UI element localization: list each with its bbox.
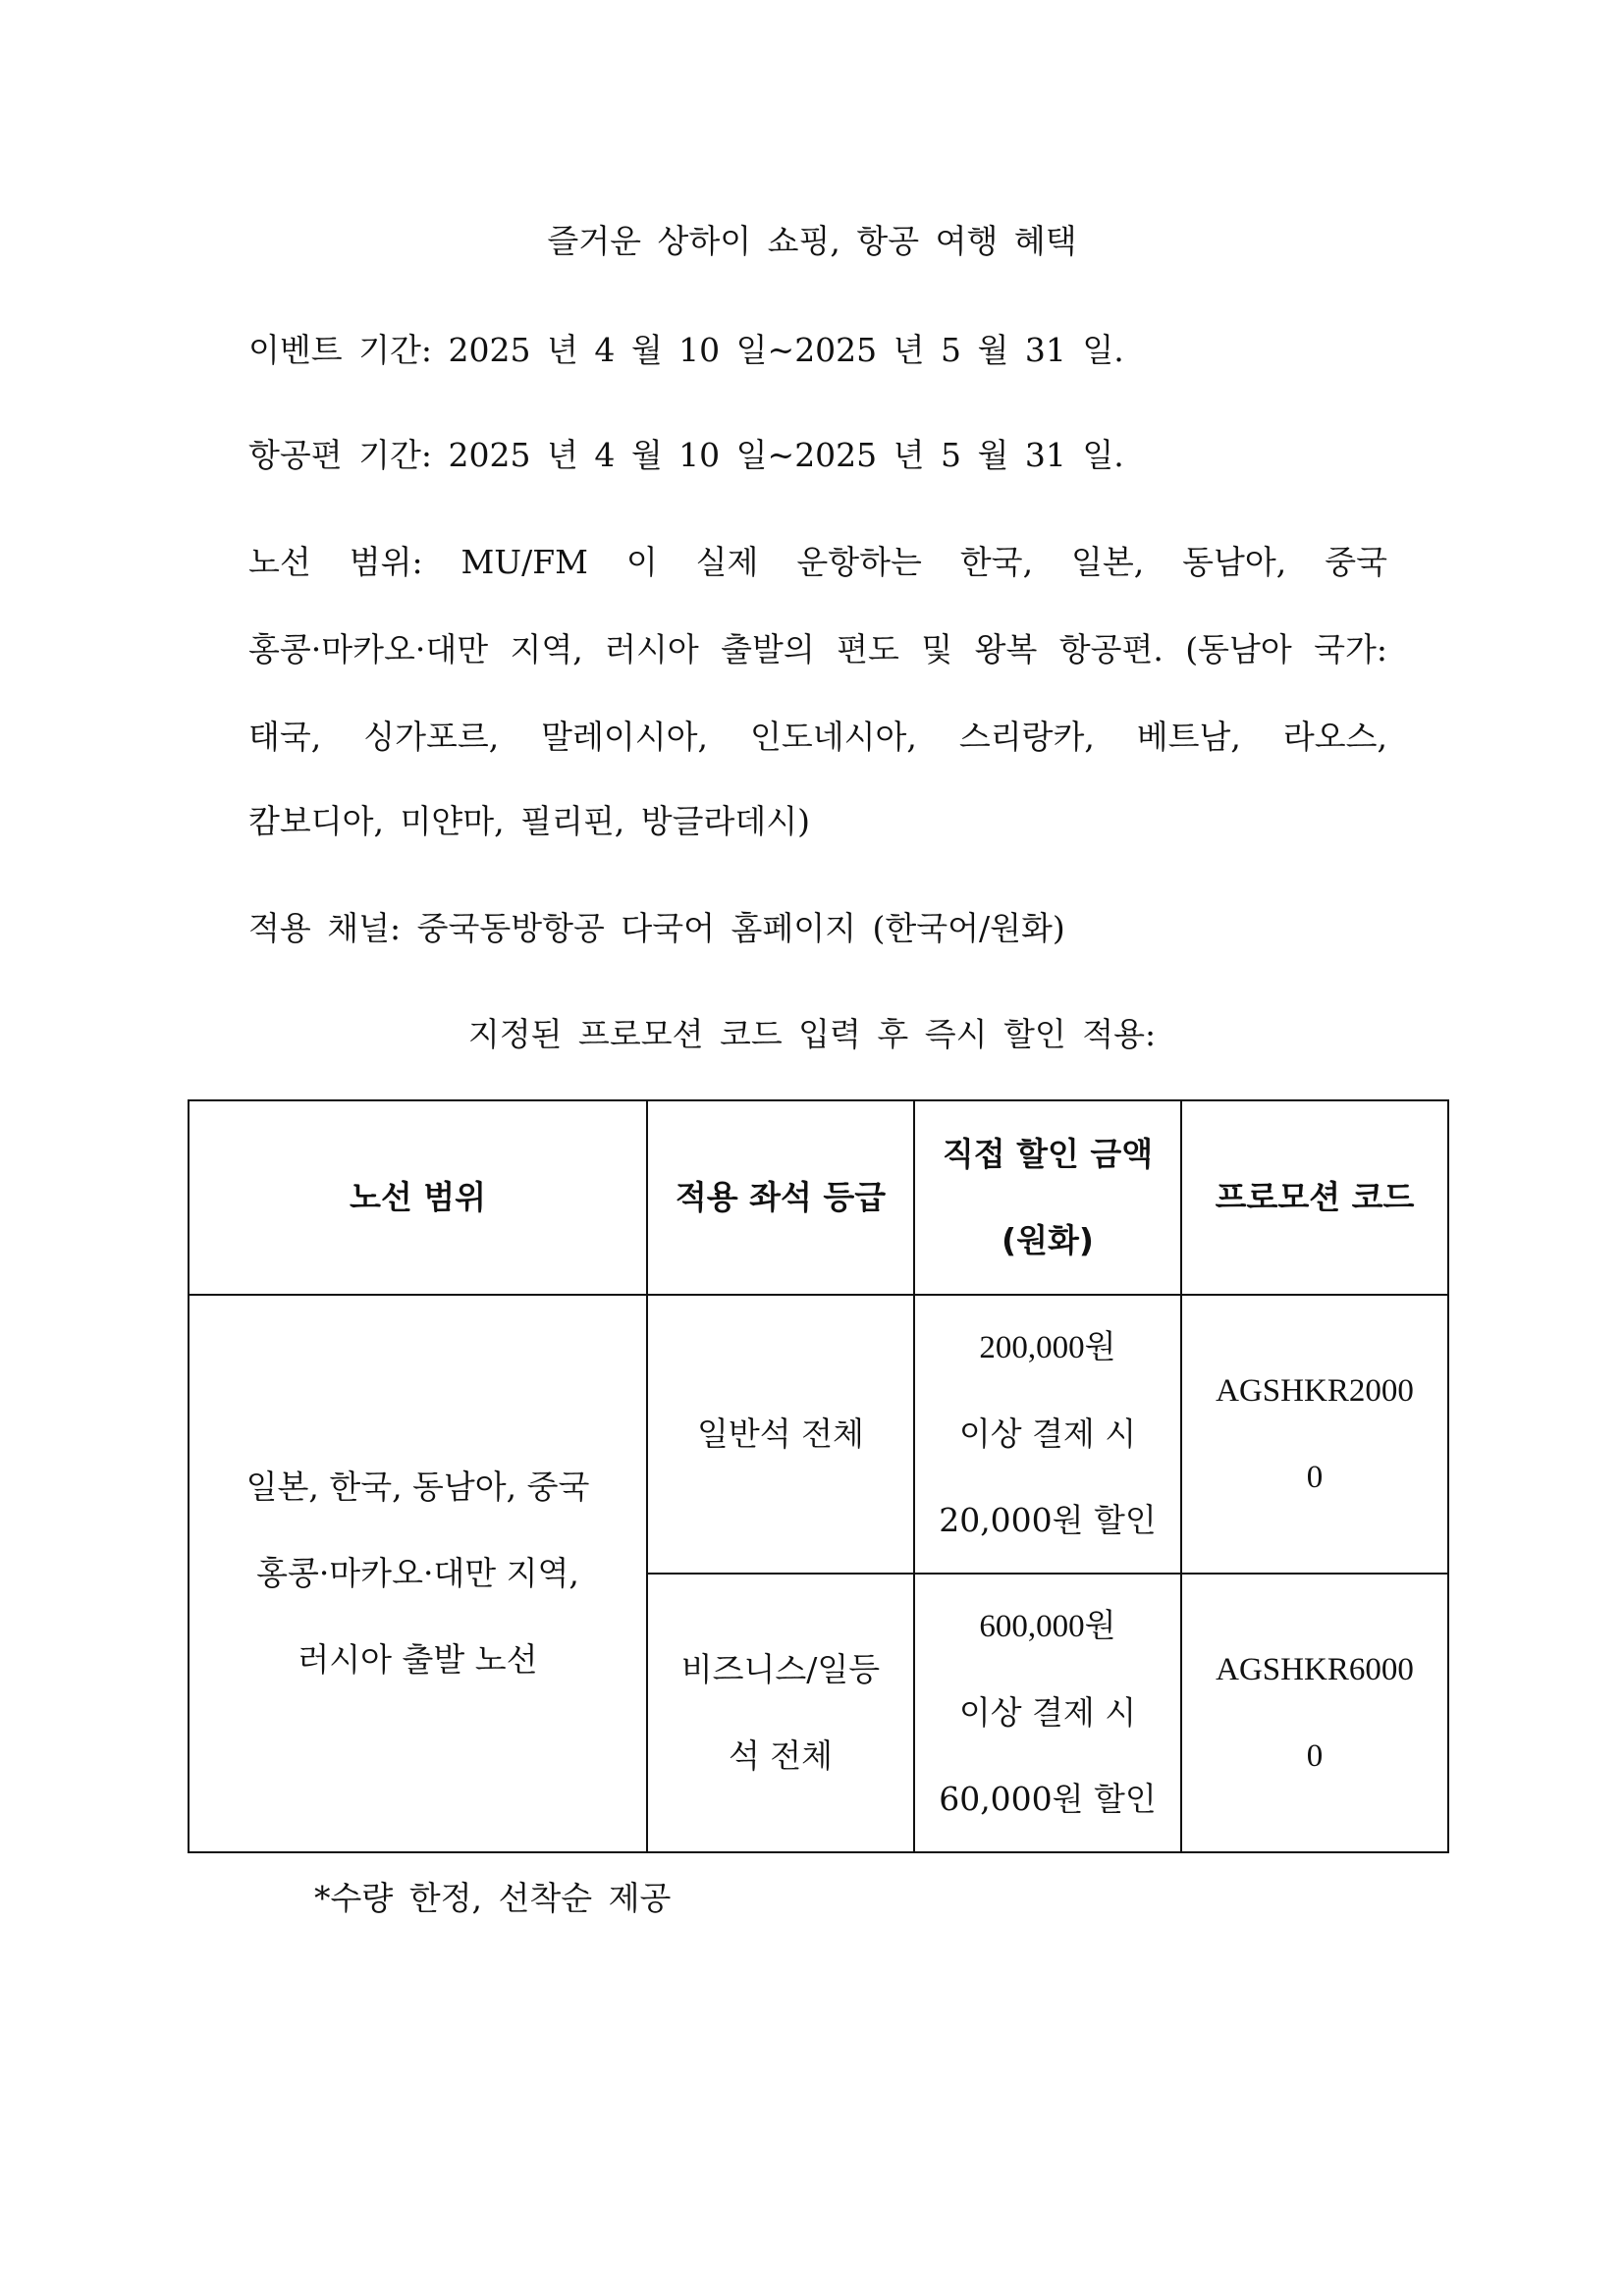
discount-cell bbox=[914, 1295, 1181, 1574]
header-discount bbox=[914, 1100, 1181, 1295]
header-discount-line-2: (원화) bbox=[1001, 1221, 1094, 1259]
discount-line-2: 이상 결제 시 bbox=[958, 1415, 1137, 1453]
discount-line-1: 200,000원 bbox=[979, 1330, 1116, 1365]
discount-line-3: 20,000원 할인 bbox=[939, 1501, 1157, 1539]
seat-class-line-1: 일반석 전체 bbox=[697, 1415, 864, 1453]
table-header-row bbox=[189, 1100, 1448, 1295]
route-cell-line-2: 홍콩·마카오·대만 지역, bbox=[256, 1554, 579, 1592]
applicable-channel: 적용 채널: 중국동방항공 다국어 홈페이지 (한국어/원화) bbox=[248, 909, 1065, 947]
route-scope-line-4: 캄보디아, 미얀마, 필리핀, 방글라데시) bbox=[248, 802, 810, 840]
promotion-table bbox=[188, 1099, 1449, 1853]
flight-period: 항공편 기간: 2025 년 4 월 10 일~2025 년 5 월 31 일. bbox=[248, 436, 1124, 474]
footnote: *수량 한정, 선착순 제공 bbox=[314, 1879, 672, 1917]
route-cell-line-1: 일본, 한국, 동남아, 중국 bbox=[245, 1468, 590, 1506]
promo-code-line-2: 0 bbox=[1306, 1460, 1324, 1495]
seat-class-line-1: 비즈니스/일등 bbox=[680, 1650, 881, 1688]
seat-class-cell bbox=[647, 1295, 914, 1574]
route-scope-line-2: 홍콩·마카오·대만 지역, 러시아 출발의 편도 및 왕복 항공편. (동남아 국가: bbox=[248, 630, 1387, 668]
header-code: 프로모션 코드 bbox=[1181, 1100, 1448, 1295]
discount-cell bbox=[914, 1574, 1181, 1852]
header-route: 노선 범위 bbox=[189, 1100, 647, 1295]
promo-instruction: 지정된 프로모션 코드 입력 후 즉시 할인 적용: bbox=[467, 1015, 1157, 1053]
seat-class-cell bbox=[647, 1574, 914, 1852]
promo-code-cell bbox=[1181, 1574, 1448, 1852]
route-scope-line-1: 노선 범위: MU/FM 이 실제 운항하는 한국, 일본, 동남아, 중국 bbox=[248, 543, 1387, 581]
promo-code-line-1: AGSHKR6000 bbox=[1216, 1652, 1414, 1687]
table-row bbox=[189, 1295, 1448, 1574]
route-scope-line-3: 태국, 싱가포르, 말레이시아, 인도네시아, 스리랑카, 베트남, 라오스, bbox=[248, 718, 1387, 756]
discount-line-3: 60,000원 할인 bbox=[939, 1780, 1157, 1818]
promo-code-cell bbox=[1181, 1295, 1448, 1574]
header-seat-class: 적용 좌석 등급 bbox=[647, 1100, 914, 1295]
header-discount-line-1: 직접 할인 금액 bbox=[942, 1135, 1154, 1173]
event-period: 이벤트 기간: 2025 년 4 월 10 일~2025 년 5 월 31 일. bbox=[248, 331, 1124, 369]
document-title: 즐거운 상하이 쇼핑, 항공 여행 혜택 bbox=[547, 222, 1077, 260]
discount-line-1: 600,000원 bbox=[979, 1609, 1116, 1644]
route-cell bbox=[189, 1295, 647, 1852]
route-cell-line-3: 러시아 출발 노선 bbox=[298, 1640, 538, 1679]
discount-line-2: 이상 결제 시 bbox=[958, 1693, 1137, 1732]
promo-code-line-2: 0 bbox=[1306, 1738, 1324, 1774]
seat-class-line-2: 석 전체 bbox=[728, 1736, 834, 1775]
promo-code-line-1: AGSHKR2000 bbox=[1216, 1373, 1414, 1409]
